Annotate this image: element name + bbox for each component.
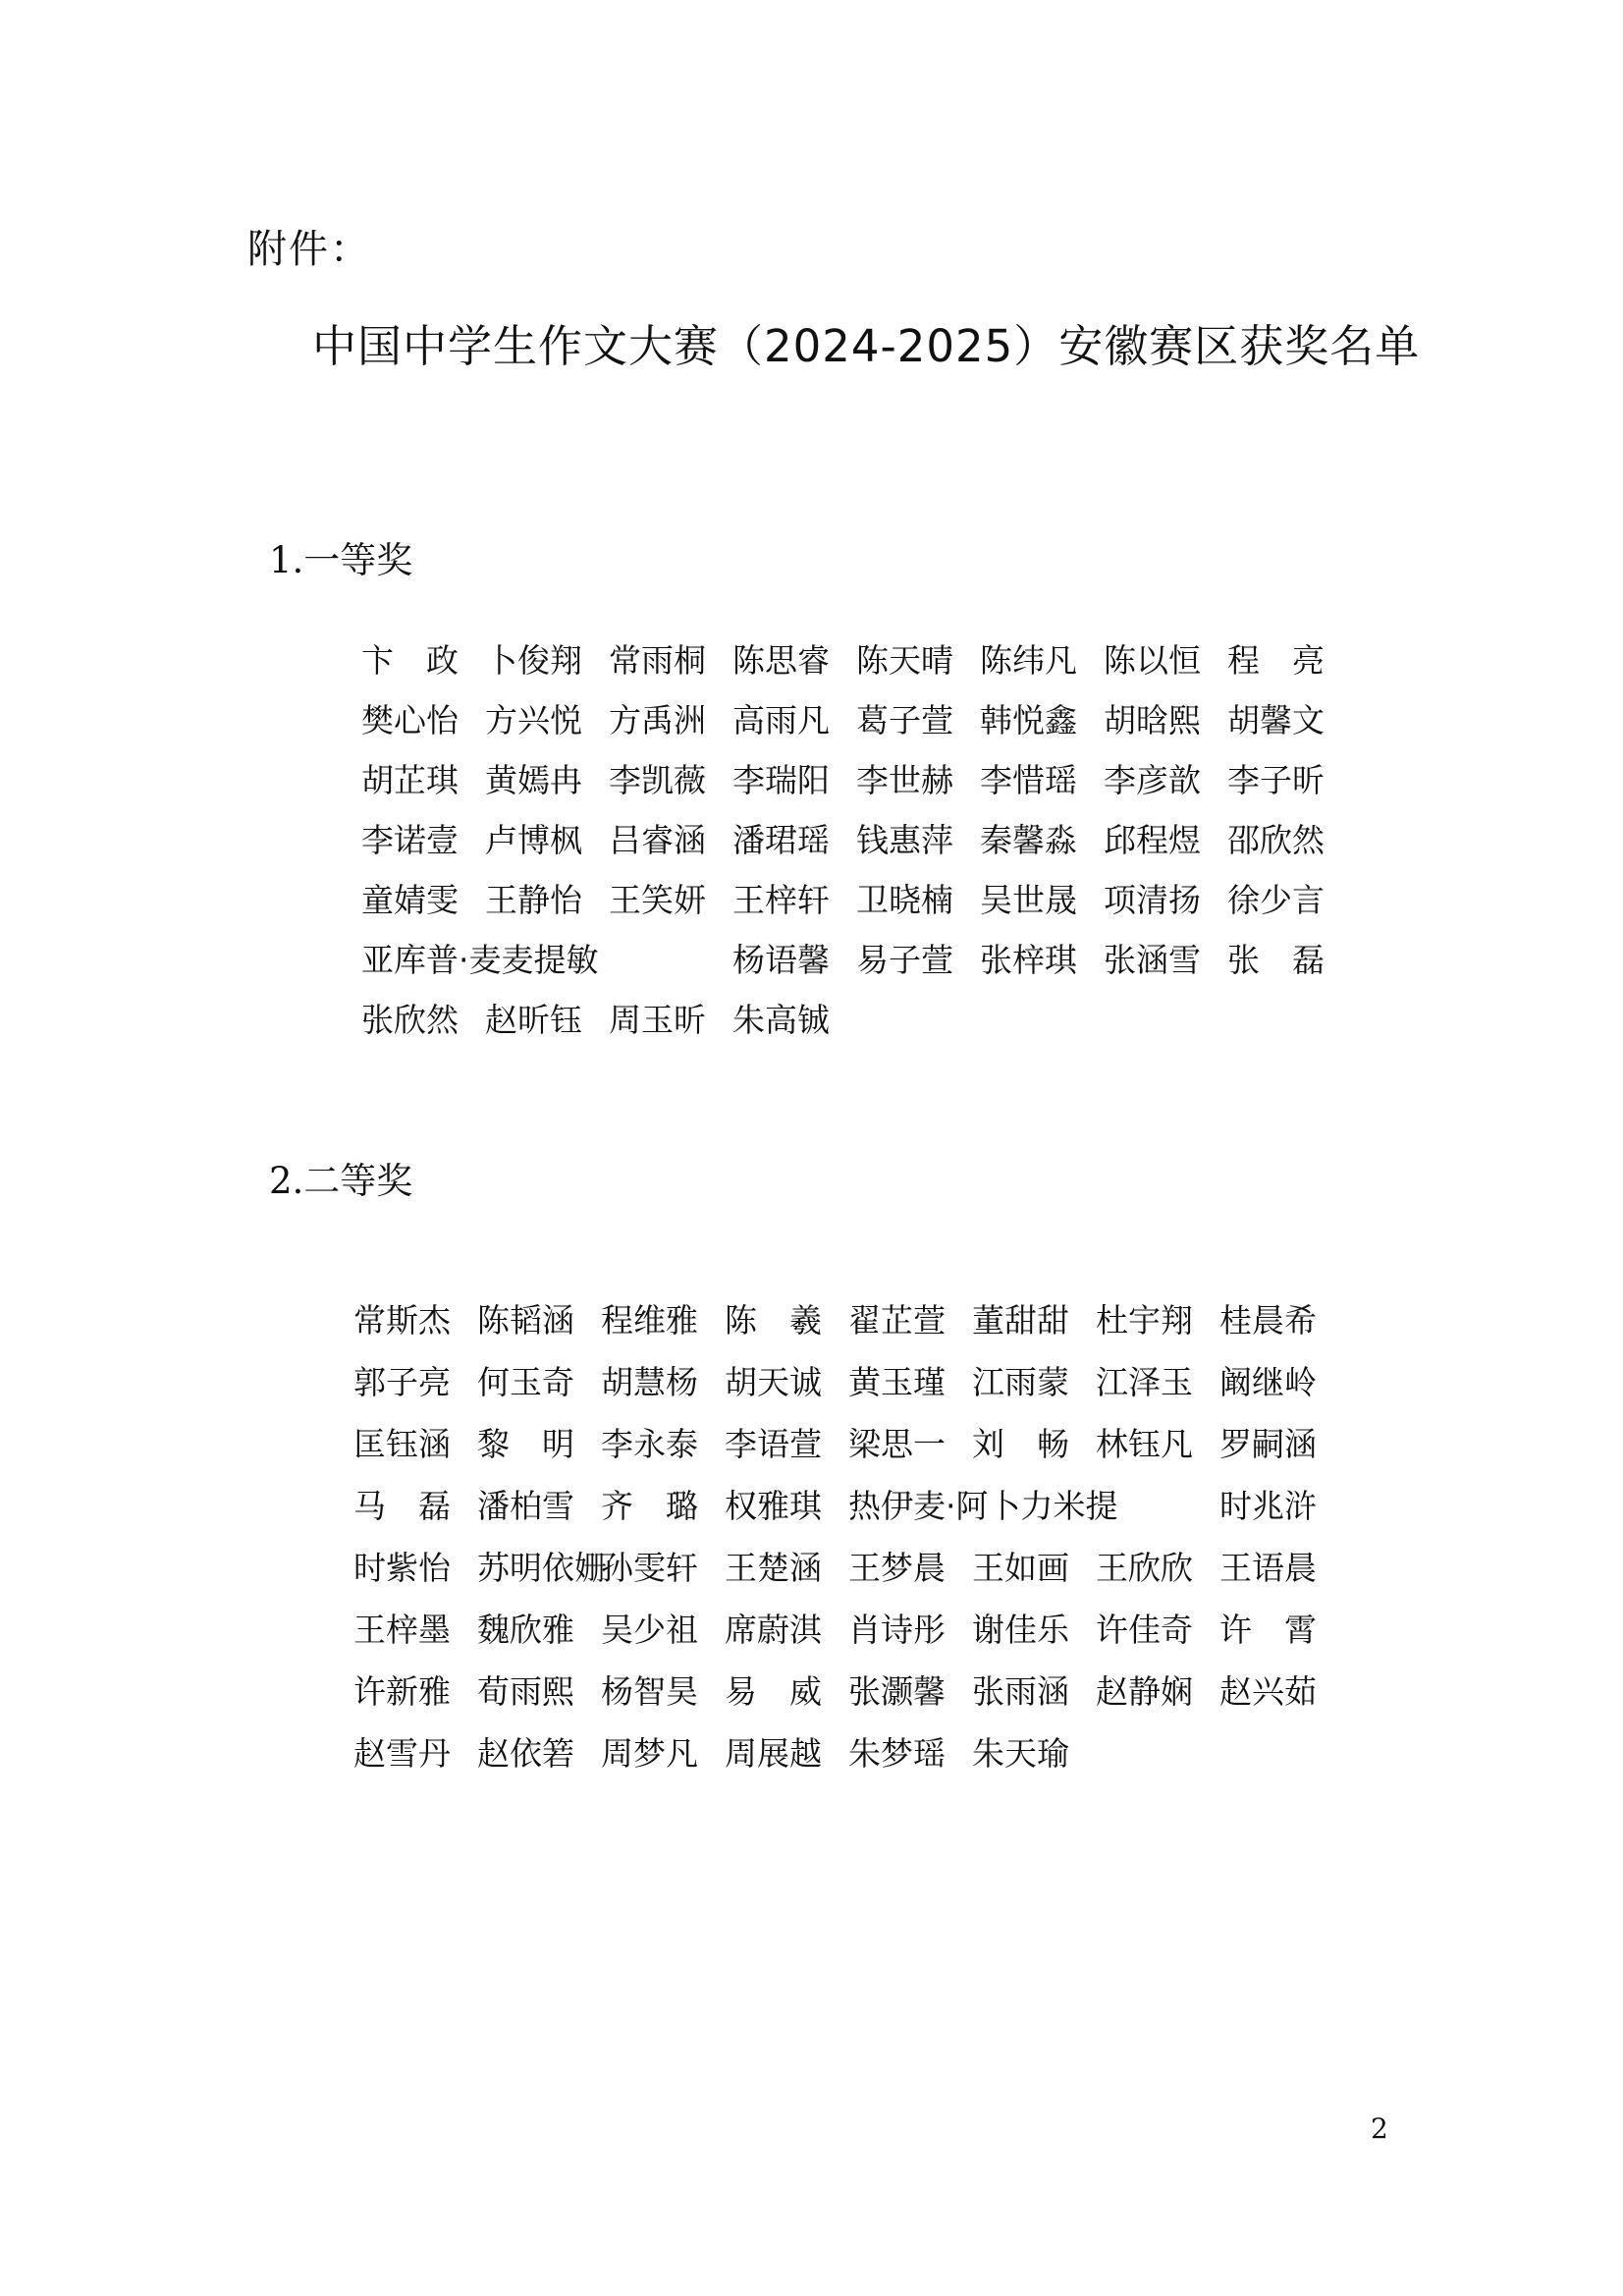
winner-name: 江泽玉 xyxy=(1096,1363,1193,1401)
winner-name: 赵依箬 xyxy=(477,1734,574,1773)
winner-name: 苏明依姗 xyxy=(477,1549,607,1587)
winner-name: 陈韬涵 xyxy=(477,1301,574,1339)
winner-name: 林钰凡 xyxy=(1096,1425,1193,1463)
winner-name: 亚库普·麦麦提敏 xyxy=(361,941,599,979)
winner-name: 王楚涵 xyxy=(725,1549,822,1587)
section-heading-second-prize: 2.二等奖 xyxy=(269,1160,413,1202)
winner-name: 匡钰涵 xyxy=(353,1425,451,1463)
winner-name: 王梦晨 xyxy=(848,1549,946,1587)
winner-name: 阚继岭 xyxy=(1219,1363,1317,1401)
winner-name: 王语晨 xyxy=(1219,1549,1317,1587)
winner-name: 常雨桐 xyxy=(609,641,706,680)
winner-name: 梁思一 xyxy=(848,1425,946,1463)
winner-name: 李世赫 xyxy=(856,761,953,799)
winner-name: 赵兴茹 xyxy=(1219,1672,1317,1711)
winner-name: 卜俊翔 xyxy=(485,641,582,680)
winner-name: 张欣然 xyxy=(361,1001,459,1039)
winner-name: 王静怡 xyxy=(485,881,582,919)
winner-name: 潘柏雪 xyxy=(477,1487,574,1525)
winner-name: 朱梦瑶 xyxy=(848,1734,946,1773)
winner-name: 方禹洲 xyxy=(609,701,706,739)
winner-name: 陈以恒 xyxy=(1104,641,1201,680)
first-prize-name-list xyxy=(361,630,1351,1050)
winner-name: 李子昕 xyxy=(1227,761,1325,799)
winner-name: 胡晗熙 xyxy=(1104,701,1201,739)
winner-name: 翟芷萱 xyxy=(848,1301,946,1339)
winner-name: 陈天晴 xyxy=(856,641,953,680)
winner-name: 周展越 xyxy=(725,1734,822,1773)
attachment-label: 附件： xyxy=(247,227,371,272)
winner-name: 魏欣雅 xyxy=(477,1611,574,1649)
winner-name: 周玉昕 xyxy=(609,1001,706,1039)
winner-name: 王欣欣 xyxy=(1096,1549,1193,1587)
winner-name: 刘 畅 xyxy=(972,1425,1069,1463)
document-title: 中国中学生作文大赛（2024-2025）安徽赛区获奖名单 xyxy=(312,320,1421,372)
winner-name: 张 磊 xyxy=(1227,941,1325,979)
winner-name: 邵欣然 xyxy=(1227,821,1325,859)
winner-name: 吕睿涵 xyxy=(609,821,706,859)
winner-name: 赵雪丹 xyxy=(353,1734,451,1773)
winner-name: 易 威 xyxy=(725,1672,822,1711)
page-number: 2 xyxy=(1371,2112,1388,2145)
winner-name: 齐 璐 xyxy=(601,1487,698,1525)
winner-name: 胡馨文 xyxy=(1227,701,1325,739)
winner-name: 胡芷琪 xyxy=(361,761,459,799)
winner-name: 程维雅 xyxy=(601,1301,698,1339)
winner-name: 易子萱 xyxy=(856,941,953,979)
winner-name: 马 磊 xyxy=(353,1487,451,1525)
winner-name: 钱惠萍 xyxy=(856,821,953,859)
winner-name: 黎 明 xyxy=(477,1425,574,1463)
winner-name: 孙雯轩 xyxy=(601,1549,698,1587)
winner-name: 项清扬 xyxy=(1104,881,1201,919)
winner-name: 高雨凡 xyxy=(732,701,830,739)
winner-name: 徐少言 xyxy=(1227,881,1325,919)
winner-name: 热伊麦·阿卜力米提 xyxy=(848,1487,1118,1525)
winner-name: 卢博枫 xyxy=(485,821,582,859)
winner-name: 樊心怡 xyxy=(361,701,459,739)
winner-name: 席蔚淇 xyxy=(725,1611,822,1649)
winner-name: 罗嗣涵 xyxy=(1219,1425,1317,1463)
winner-name: 卞 政 xyxy=(361,641,459,680)
winner-name: 陈思睿 xyxy=(732,641,830,680)
winner-name: 卫晓楠 xyxy=(856,881,953,919)
winner-name: 胡慧杨 xyxy=(601,1363,698,1401)
winner-name: 郭子亮 xyxy=(353,1363,451,1401)
winner-name: 权雅琪 xyxy=(725,1487,822,1525)
winner-name: 李永泰 xyxy=(601,1425,698,1463)
winner-name: 葛子萱 xyxy=(856,701,953,739)
winner-name: 黄嫣冉 xyxy=(485,761,582,799)
second-prize-name-list xyxy=(353,1289,1343,1784)
winner-name: 谢佳乐 xyxy=(972,1611,1069,1649)
winner-name: 时紫怡 xyxy=(353,1549,451,1587)
winner-name: 李语萱 xyxy=(725,1425,822,1463)
winner-name: 许佳奇 xyxy=(1096,1611,1193,1649)
winner-name: 周梦凡 xyxy=(601,1734,698,1773)
winner-name: 朱天瑜 xyxy=(972,1734,1069,1773)
winner-name: 李彦歆 xyxy=(1104,761,1201,799)
winner-name: 方兴悦 xyxy=(485,701,582,739)
winner-name: 韩悦鑫 xyxy=(980,701,1077,739)
winner-name: 许 霄 xyxy=(1219,1611,1317,1649)
winner-name: 董甜甜 xyxy=(972,1301,1069,1339)
winner-name: 潘珺瑶 xyxy=(732,821,830,859)
winner-name: 杜宇翔 xyxy=(1096,1301,1193,1339)
winner-name: 李瑞阳 xyxy=(732,761,830,799)
winner-name: 张灏馨 xyxy=(848,1672,946,1711)
winner-name: 王笑妍 xyxy=(609,881,706,919)
winner-name: 赵昕钰 xyxy=(485,1001,582,1039)
winner-name: 何玉奇 xyxy=(477,1363,574,1401)
winner-name: 常斯杰 xyxy=(353,1301,451,1339)
winner-name: 李凯薇 xyxy=(609,761,706,799)
winner-name: 张梓琪 xyxy=(980,941,1077,979)
winner-name: 许新雅 xyxy=(353,1672,451,1711)
winner-name: 邱程煜 xyxy=(1104,821,1201,859)
section-heading-first-prize: 1.一等奖 xyxy=(269,539,413,581)
winner-name: 江雨蒙 xyxy=(972,1363,1069,1401)
winner-name: 张雨涵 xyxy=(972,1672,1069,1711)
winner-name: 赵静娴 xyxy=(1096,1672,1193,1711)
winner-name: 胡天诚 xyxy=(725,1363,822,1401)
winner-name: 杨语馨 xyxy=(732,941,830,979)
winner-name: 李惜瑶 xyxy=(980,761,1077,799)
winner-name: 杨智昊 xyxy=(601,1672,698,1711)
winner-name: 吴少祖 xyxy=(601,1611,698,1649)
winner-name: 陈纬凡 xyxy=(980,641,1077,680)
winner-name: 吴世晟 xyxy=(980,881,1077,919)
winner-name: 童婧雯 xyxy=(361,881,459,919)
winner-name: 秦馨淼 xyxy=(980,821,1077,859)
winner-name: 朱高铖 xyxy=(732,1001,830,1039)
winner-name: 时兆浒 xyxy=(1219,1487,1317,1525)
winner-name: 陈 羲 xyxy=(725,1301,822,1339)
winner-name: 肖诗彤 xyxy=(848,1611,946,1649)
winner-name: 程 亮 xyxy=(1227,641,1325,680)
winner-name: 桂晨希 xyxy=(1219,1301,1317,1339)
winner-name: 王梓轩 xyxy=(732,881,830,919)
winner-name: 王如画 xyxy=(972,1549,1069,1587)
winner-name: 李诺壹 xyxy=(361,821,459,859)
winner-name: 王梓墨 xyxy=(353,1611,451,1649)
winner-name: 张涵雪 xyxy=(1104,941,1201,979)
winner-name: 荀雨熙 xyxy=(477,1672,574,1711)
winner-name: 黄玉瑾 xyxy=(848,1363,946,1401)
